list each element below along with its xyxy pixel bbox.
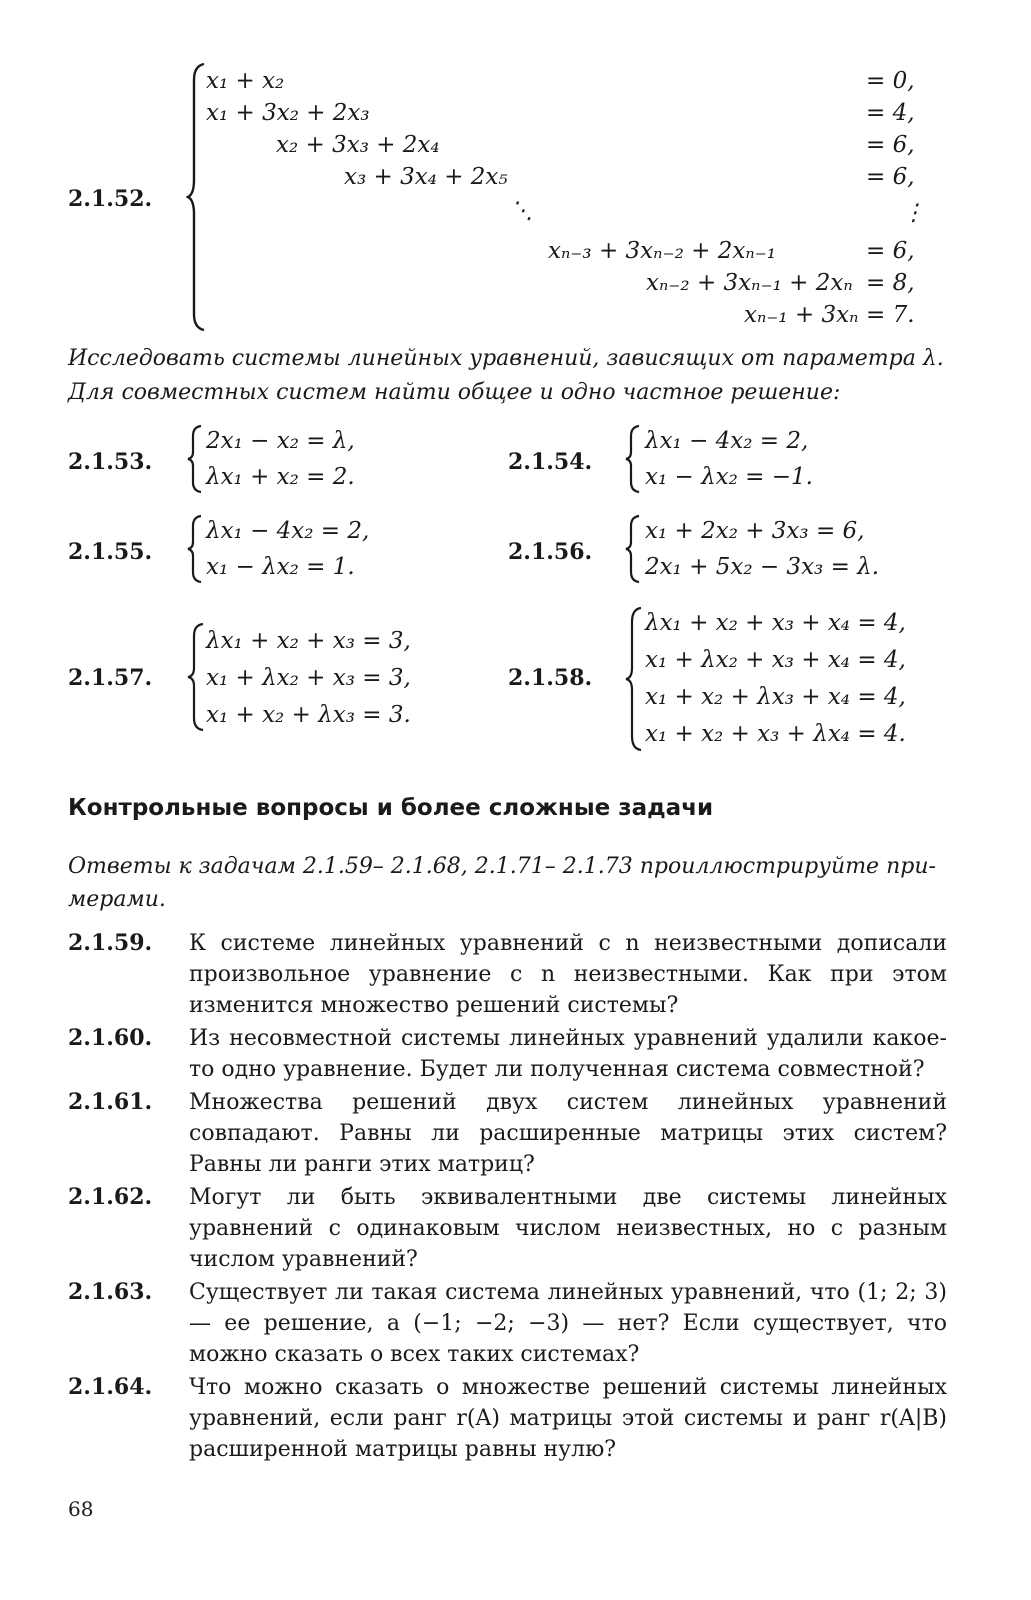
left-brace <box>624 514 642 584</box>
equation-line: x₁ + λx₂ + x₃ + x₄ = 4, <box>645 647 906 673</box>
question-number: 2.1.63. <box>68 1279 153 1305</box>
problem-number: 2.1.52. <box>68 186 153 212</box>
page-number: 68 <box>68 1497 94 1521</box>
equation-rhs: = 6, <box>866 164 915 190</box>
equation-line: λx₁ − 4x₂ = 2, <box>645 428 809 454</box>
equation-line: λx₁ − 4x₂ = 2, <box>206 518 370 544</box>
equation-line: x₁ + x₂ + λx₃ = 3. <box>206 702 411 728</box>
answers-note-line-1: Ответы к задачам 2.1.59– 2.1.68, 2.1.71– 2.1.73 проиллюстрируйте при- <box>68 854 936 879</box>
question-number: 2.1.60. <box>68 1025 153 1051</box>
equation-line: x₁ + 2x₂ + 3x₃ = 6, <box>645 518 865 544</box>
question-number: 2.1.59. <box>68 930 153 956</box>
left-brace <box>624 424 642 494</box>
question-text: Могут ли быть эквивалентными две системы линейных уравнений с одинаковым числом неизвестных, но с разным числом уравнений? <box>189 1185 947 1272</box>
equation-line: x₁ + 3x₂ + 2x₃ <box>206 100 370 126</box>
equation-line: x₂ + 3x₃ + 2x₄ <box>276 132 440 158</box>
equation-line: xₙ₋₂ + 3xₙ₋₁ + 2xₙ <box>646 270 853 296</box>
instruction-line-2: Для совместных систем найти общее и одно частное решение: <box>68 380 841 405</box>
left-brace <box>186 62 208 332</box>
left-brace <box>186 424 204 494</box>
equation-line: 2x₁ + 5x₂ − 3x₃ = λ. <box>645 554 880 580</box>
left-brace <box>624 606 644 752</box>
equation-line: xₙ₋₃ + 3xₙ₋₂ + 2xₙ₋₁ <box>548 238 777 264</box>
equation-rhs: = 4, <box>866 100 915 126</box>
equation-line: x₁ − λx₂ = 1. <box>206 554 355 580</box>
equation-line: x₁ + x₂ <box>206 68 285 94</box>
question-text: Существует ли такая система линейных уравнений, что (1; 2; 3) — ее решение, а (−1; −2; −3) — нет? Если существует, что можно сказать о всех таких системах? <box>189 1280 947 1367</box>
question-text: Множества решений двух систем линейных уравнений совпадают. Равны ли расширенные матрицы этих систем? Равны ли ранги этих матриц? <box>189 1090 947 1177</box>
problem-number: 2.1.58. <box>508 665 593 691</box>
equation-line: xₙ₋₁ + 3xₙ <box>744 302 859 328</box>
equation-rhs: = 7. <box>866 302 915 328</box>
equation-rhs: = 6, <box>866 132 915 158</box>
equation-line: x₁ + λx₂ + x₃ = 3, <box>206 665 411 691</box>
left-brace <box>186 622 206 732</box>
equation-line: λx₁ + x₂ = 2. <box>206 464 355 490</box>
problem-number: 2.1.57. <box>68 665 153 691</box>
problem-number: 2.1.53. <box>68 449 153 475</box>
problem-number: 2.1.56. <box>508 539 593 565</box>
left-brace <box>186 514 204 584</box>
section-heading: Контрольные вопросы и более сложные задачи <box>68 795 714 821</box>
equation-line: x₁ + x₂ + x₃ + λx₄ = 4. <box>645 721 906 747</box>
answers-note-line-2: мерами. <box>68 887 166 912</box>
equation-rhs: = 8, <box>866 270 915 296</box>
question-number: 2.1.61. <box>68 1089 153 1115</box>
equation-line: x₁ + x₂ + λx₃ + x₄ = 4, <box>645 684 906 710</box>
question-text: Из несовместной системы линейных уравнений удалили какое-то одно уравнение. Будет ли полученная система совместной? <box>189 1026 947 1082</box>
question-number: 2.1.62. <box>68 1184 153 1210</box>
equation-line: x₁ − λx₂ = −1. <box>645 464 813 490</box>
problem-number: 2.1.55. <box>68 539 153 565</box>
equation-line: λx₁ + x₂ + x₃ + x₄ = 4, <box>645 610 906 636</box>
problem-number: 2.1.54. <box>508 449 593 475</box>
equation-rhs: = 0, <box>866 68 915 94</box>
question-number: 2.1.64. <box>68 1374 153 1400</box>
equation-rhs: = 6, <box>866 238 915 264</box>
question-text: К системе линейных уравнений с n неизвестными дописали произвольное уравнение с n неизвестными. Как при этом изменится множество решений системы? <box>189 931 947 1018</box>
equation-line: 2x₁ − x₂ = λ, <box>206 428 355 454</box>
equation-line: λx₁ + x₂ + x₃ = 3, <box>206 628 411 654</box>
instruction-line-1: Исследовать системы линейных уравнений, зависящих от параметра λ. <box>68 346 944 371</box>
diagonal-dots: ⋱ <box>510 198 533 224</box>
equation-line: x₃ + 3x₄ + 2x₅ <box>344 164 508 190</box>
question-text: Что можно сказать о множестве решений системы линейных уравнений, если ранг r(A) матрицы этой системы и ранг r(A|B) расширенной матрицы равны нулю? <box>189 1375 947 1462</box>
vertical-dots: ⋮ <box>902 200 925 226</box>
